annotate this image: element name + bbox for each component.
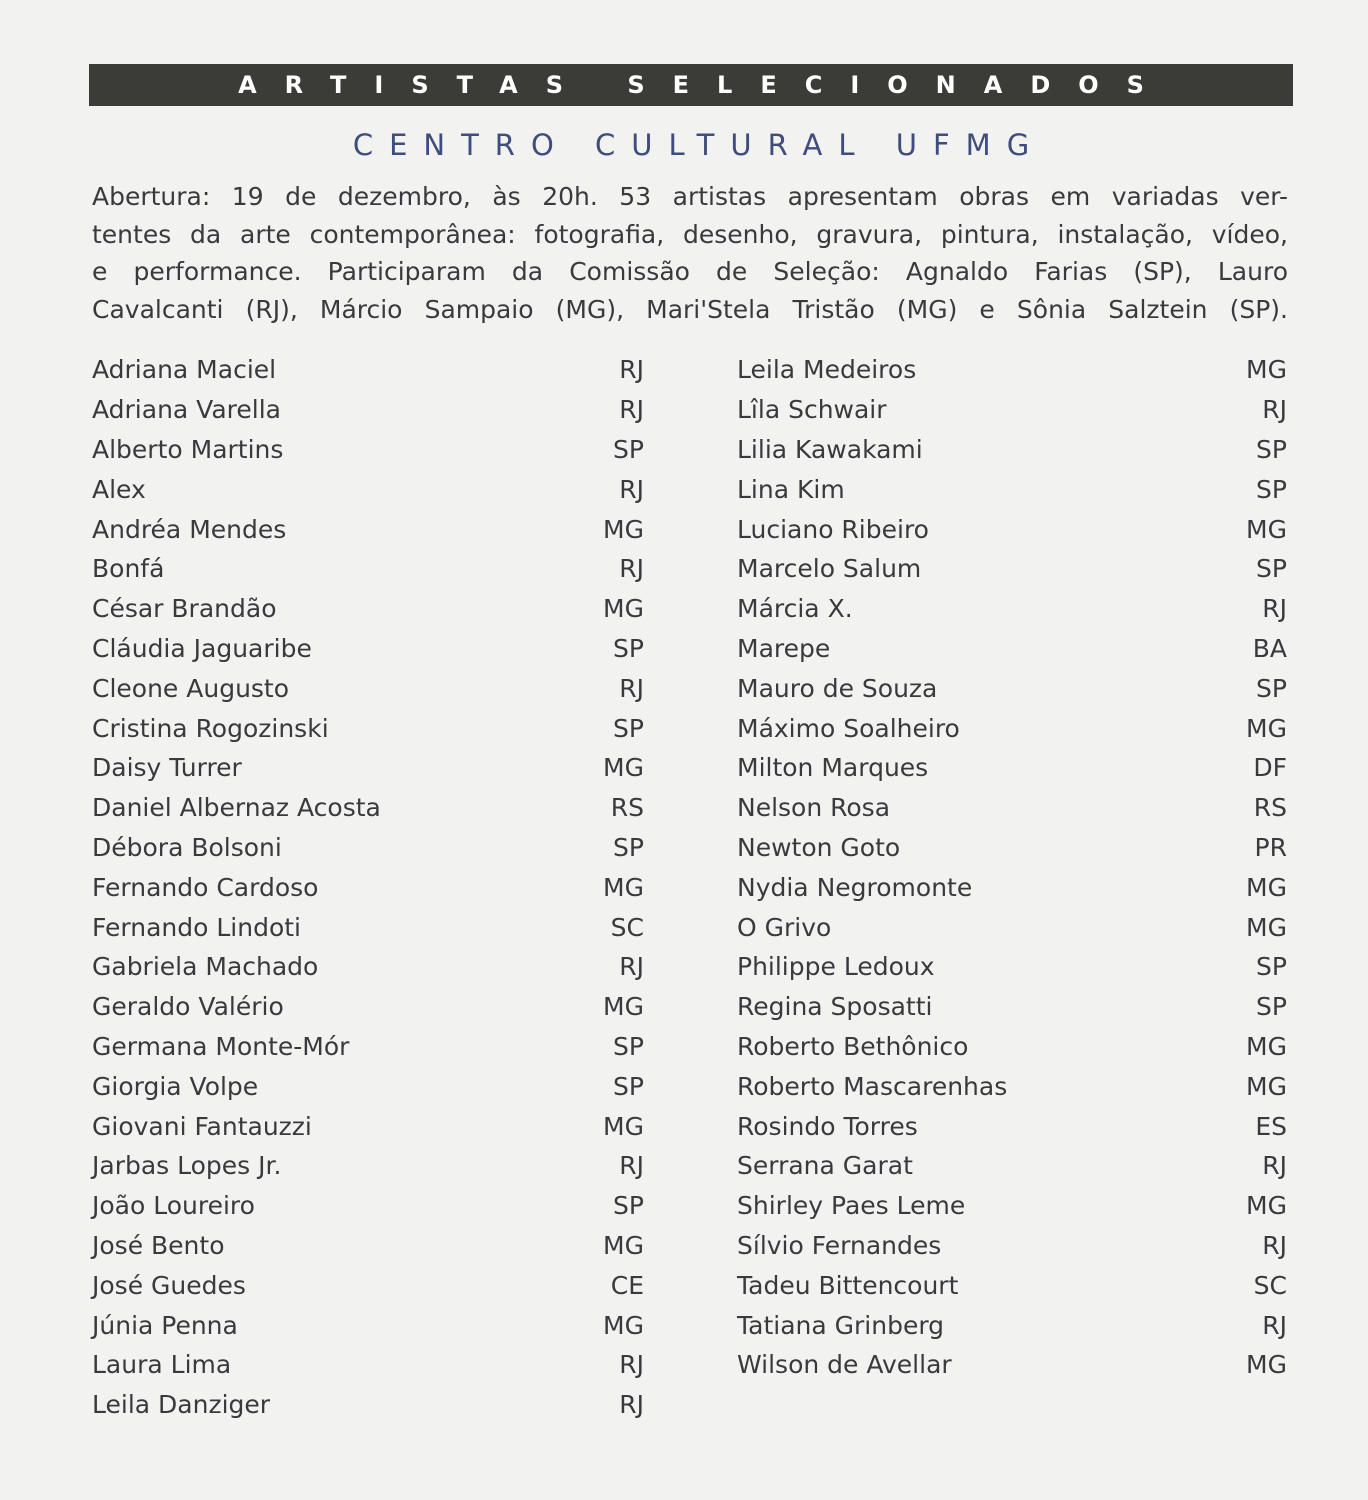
artist-state: SP bbox=[1256, 434, 1287, 464]
artist-state: SC bbox=[1253, 1270, 1287, 1300]
artist-row bbox=[92, 589, 644, 629]
artist-name: Roberto Bethônico bbox=[737, 1031, 969, 1061]
artist-state: SP bbox=[1256, 673, 1287, 703]
artist-state: RJ bbox=[619, 355, 644, 385]
artist-name: Cláudia Jaguaribe bbox=[92, 633, 312, 663]
artist-state: RJ bbox=[619, 474, 644, 504]
artist-state: MG bbox=[603, 992, 644, 1022]
intro-paragraph bbox=[92, 178, 1288, 328]
artist-row bbox=[92, 788, 644, 828]
artist-state: SP bbox=[613, 434, 644, 464]
artist-name: Adriana Maciel bbox=[92, 355, 277, 385]
artist-name: Leila Medeiros bbox=[737, 355, 917, 385]
artist-name: Germana Monte-Mór bbox=[92, 1031, 350, 1061]
intro-line: Cavalcanti (RJ), Márcio Sampaio (MG), Mari'Stela Tristão (MG) e Sônia Salztein (SP). bbox=[92, 294, 1288, 324]
artist-row bbox=[737, 1226, 1287, 1266]
artist-state: SP bbox=[613, 1071, 644, 1101]
artist-state: RJ bbox=[619, 395, 644, 425]
artist-state: MG bbox=[603, 872, 644, 902]
artist-row bbox=[737, 549, 1287, 589]
artist-state: MG bbox=[1246, 355, 1287, 385]
artist-name: Sílvio Fernandes bbox=[737, 1230, 942, 1260]
artist-row bbox=[92, 549, 644, 589]
artist-row bbox=[737, 748, 1287, 788]
artist-row bbox=[737, 1186, 1287, 1226]
artist-name: Shirley Paes Leme bbox=[737, 1191, 966, 1221]
artist-name: Cristina Rogozinski bbox=[92, 713, 329, 743]
artist-row bbox=[92, 1066, 644, 1106]
artist-row bbox=[737, 907, 1287, 947]
artist-name: Marepe bbox=[737, 633, 831, 663]
artist-state: SP bbox=[613, 832, 644, 862]
artist-state: SP bbox=[613, 633, 644, 663]
artist-row bbox=[92, 708, 644, 748]
artist-name: Luciano Ribeiro bbox=[737, 514, 929, 544]
artist-name: O Grivo bbox=[737, 912, 832, 942]
artist-state: PR bbox=[1254, 832, 1287, 862]
artist-state: MG bbox=[1246, 872, 1287, 902]
artist-row bbox=[92, 1146, 644, 1186]
artist-state: ES bbox=[1255, 1111, 1287, 1141]
artist-name: Tatiana Grinberg bbox=[737, 1310, 945, 1340]
artist-row bbox=[737, 589, 1287, 629]
artist-name: Fernando Lindoti bbox=[92, 912, 301, 942]
artist-name: Giorgia Volpe bbox=[92, 1071, 259, 1101]
artist-name: Júnia Penna bbox=[92, 1310, 238, 1340]
artist-row bbox=[737, 708, 1287, 748]
artist-name: Leila Danziger bbox=[92, 1390, 271, 1420]
artist-state: SC bbox=[610, 912, 644, 942]
artist-name: César Brandão bbox=[92, 594, 277, 624]
artist-state: RJ bbox=[619, 1350, 644, 1380]
artist-state: RJ bbox=[619, 952, 644, 982]
artist-row bbox=[92, 1305, 644, 1345]
artist-name: Milton Marques bbox=[737, 753, 929, 783]
artist-name: Máximo Soalheiro bbox=[737, 713, 960, 743]
artist-row bbox=[92, 350, 644, 390]
artist-row bbox=[737, 987, 1287, 1027]
artist-name: Fernando Cardoso bbox=[92, 872, 319, 902]
artist-name: Laura Lima bbox=[92, 1350, 232, 1380]
artist-state: SP bbox=[1256, 554, 1287, 584]
artist-name: Nelson Rosa bbox=[737, 793, 891, 823]
artist-name: Alberto Martins bbox=[92, 434, 284, 464]
artist-row bbox=[92, 469, 644, 509]
artist-state: SP bbox=[1256, 474, 1287, 504]
artist-row bbox=[737, 1106, 1287, 1146]
venue-subtitle: CENTRO CULTURAL UFMG bbox=[352, 128, 1046, 162]
artist-row bbox=[92, 867, 644, 907]
artist-name: Daniel Albernaz Acosta bbox=[92, 793, 381, 823]
artist-state: RS bbox=[610, 793, 644, 823]
artist-name: Nydia Negromonte bbox=[737, 872, 973, 902]
artist-state: MG bbox=[1246, 912, 1287, 942]
artist-name: José Guedes bbox=[92, 1270, 246, 1300]
artist-list-right bbox=[737, 350, 1287, 1385]
artist-name: Tadeu Bittencourt bbox=[737, 1270, 959, 1300]
artist-state: MG bbox=[603, 1111, 644, 1141]
artist-name: Lîla Schwair bbox=[737, 395, 887, 425]
artist-state: CE bbox=[610, 1270, 644, 1300]
artist-name: Serrana Garat bbox=[737, 1151, 913, 1181]
artist-state: RS bbox=[1253, 793, 1287, 823]
artist-row bbox=[92, 430, 644, 470]
artist-state: MG bbox=[603, 753, 644, 783]
artist-row bbox=[737, 1027, 1287, 1067]
artist-state: MG bbox=[603, 594, 644, 624]
intro-line: Abertura: 19 de dezembro, às 20h. 53 artistas apresentam obras em variadas ver- bbox=[92, 182, 1288, 211]
section-banner: ARTISTAS SELECIONADOS bbox=[89, 64, 1293, 106]
artist-row bbox=[737, 947, 1287, 987]
artist-row bbox=[737, 629, 1287, 669]
artist-name: Lina Kim bbox=[737, 474, 845, 504]
artist-row bbox=[737, 430, 1287, 470]
artist-name: Wilson de Avellar bbox=[737, 1350, 952, 1380]
artist-row bbox=[92, 1027, 644, 1067]
artist-name: Marcelo Salum bbox=[737, 554, 922, 584]
artist-state: MG bbox=[603, 1310, 644, 1340]
artist-row bbox=[92, 1385, 644, 1425]
artist-state: RJ bbox=[619, 673, 644, 703]
artist-row bbox=[737, 1345, 1287, 1385]
artist-row bbox=[737, 350, 1287, 390]
artist-name: Regina Sposatti bbox=[737, 992, 933, 1022]
artist-row bbox=[92, 748, 644, 788]
artist-state: RJ bbox=[619, 554, 644, 584]
artist-name: Márcia X. bbox=[737, 594, 853, 624]
artist-name: Newton Goto bbox=[737, 832, 901, 862]
artist-name: Cleone Augusto bbox=[92, 673, 290, 703]
artist-row bbox=[737, 1265, 1287, 1305]
artist-name: Gabriela Machado bbox=[92, 952, 319, 982]
artist-state: BA bbox=[1252, 633, 1287, 663]
artist-row bbox=[737, 788, 1287, 828]
artist-state: MG bbox=[603, 514, 644, 544]
artist-state: DF bbox=[1253, 753, 1287, 783]
artist-name: Giovani Fantauzzi bbox=[92, 1111, 312, 1141]
artist-state: SP bbox=[613, 1191, 644, 1221]
artist-state: RJ bbox=[619, 1151, 644, 1181]
artist-row bbox=[92, 390, 644, 430]
artist-row bbox=[92, 1186, 644, 1226]
artist-name: Geraldo Valério bbox=[92, 992, 284, 1022]
artist-state: SP bbox=[1256, 952, 1287, 982]
artist-row bbox=[737, 668, 1287, 708]
artist-row bbox=[92, 1345, 644, 1385]
artist-name: Mauro de Souza bbox=[737, 673, 938, 703]
artist-row bbox=[737, 1305, 1287, 1345]
artist-state: RJ bbox=[1262, 594, 1287, 624]
artist-row bbox=[92, 987, 644, 1027]
artist-list-left bbox=[92, 350, 644, 1425]
artist-row bbox=[737, 390, 1287, 430]
artist-name: Daisy Turrer bbox=[92, 753, 242, 783]
artist-name: João Loureiro bbox=[92, 1191, 255, 1221]
artist-name: Débora Bolsoni bbox=[92, 832, 282, 862]
artist-row bbox=[92, 1106, 644, 1146]
artist-state: RJ bbox=[1262, 1151, 1287, 1181]
artist-row bbox=[92, 1265, 644, 1305]
artist-state: MG bbox=[1246, 514, 1287, 544]
artist-name: Adriana Varella bbox=[92, 395, 281, 425]
artist-row bbox=[737, 828, 1287, 868]
artist-state: RJ bbox=[1262, 1310, 1287, 1340]
artist-state: RJ bbox=[1262, 395, 1287, 425]
artist-row bbox=[92, 668, 644, 708]
artist-state: SP bbox=[613, 1031, 644, 1061]
artist-row bbox=[92, 828, 644, 868]
artist-row bbox=[737, 469, 1287, 509]
artist-state: MG bbox=[1246, 713, 1287, 743]
artist-row bbox=[737, 1146, 1287, 1186]
artist-name: Roberto Mascarenhas bbox=[737, 1071, 1008, 1101]
intro-line: e performance. Participaram da Comissão de Seleção: Agnaldo Farias (SP), Lauro bbox=[92, 257, 1288, 286]
artist-name: Lilia Kawakami bbox=[737, 434, 923, 464]
artist-row bbox=[92, 1226, 644, 1266]
artist-name: Andréa Mendes bbox=[92, 514, 287, 544]
artist-name: José Bento bbox=[92, 1230, 225, 1260]
artist-row bbox=[737, 867, 1287, 907]
artist-row bbox=[92, 907, 644, 947]
artist-state: SP bbox=[613, 713, 644, 743]
artist-state: MG bbox=[603, 1230, 644, 1260]
artist-state: RJ bbox=[619, 1390, 644, 1420]
artist-state: SP bbox=[1256, 992, 1287, 1022]
artist-name: Rosindo Torres bbox=[737, 1111, 918, 1141]
artist-row bbox=[92, 629, 644, 669]
artist-name: Philippe Ledoux bbox=[737, 952, 935, 982]
artist-state: MG bbox=[1246, 1191, 1287, 1221]
artist-state: RJ bbox=[1262, 1230, 1287, 1260]
artist-name: Jarbas Lopes Jr. bbox=[92, 1151, 282, 1181]
artist-state: MG bbox=[1246, 1350, 1287, 1380]
artist-name: Bonfá bbox=[92, 554, 165, 584]
intro-line: tentes da arte contemporânea: fotografia, desenho, gravura, pintura, instalação, vídeo, bbox=[92, 219, 1288, 249]
artist-row bbox=[92, 509, 644, 549]
artist-row bbox=[737, 1066, 1287, 1106]
artist-state: MG bbox=[1246, 1031, 1287, 1061]
artist-row bbox=[92, 947, 644, 987]
artist-name: Alex bbox=[92, 474, 146, 504]
artist-state: MG bbox=[1246, 1071, 1287, 1101]
artist-row bbox=[737, 509, 1287, 549]
